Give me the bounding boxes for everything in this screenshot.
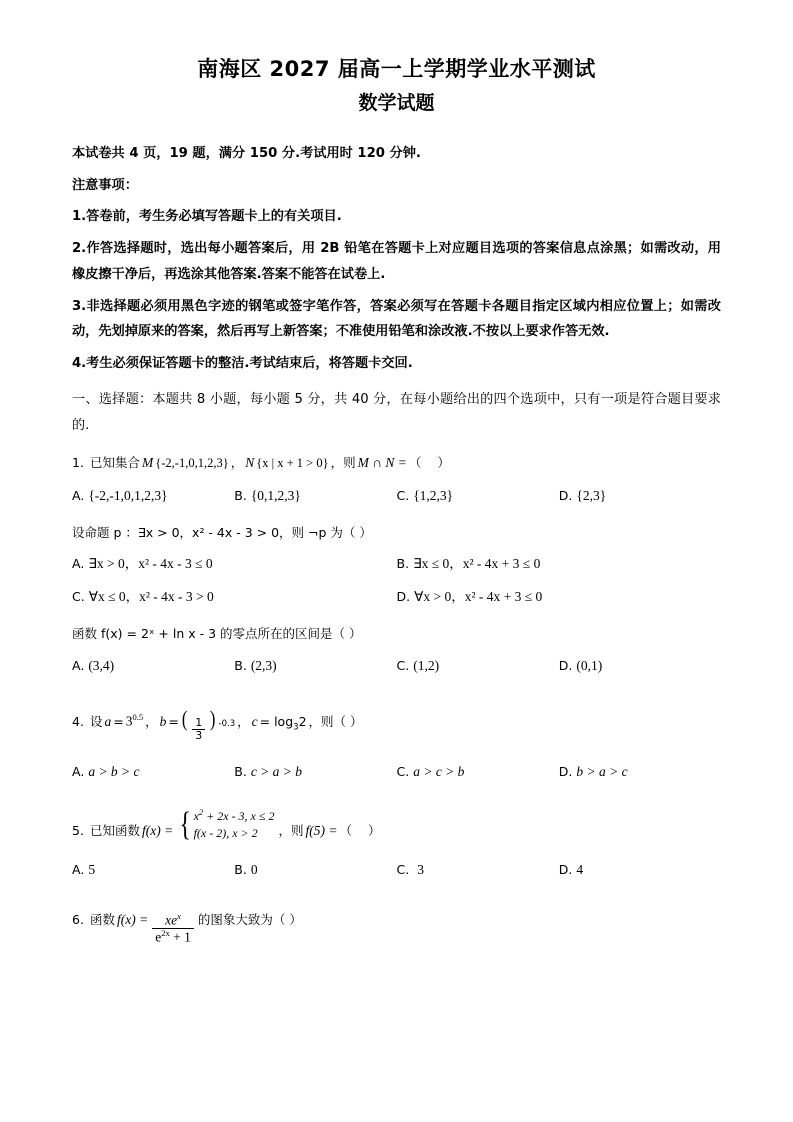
option-c-label: C. [72, 589, 85, 605]
fraction-denominator: 3 [195, 729, 203, 743]
option-c-label: C. [396, 763, 410, 779]
option-b-label: B. [234, 488, 247, 504]
notice-heading: 注意事项： [72, 177, 138, 193]
option-a-label: A. [72, 488, 85, 504]
question-4-open-paren: ( [181, 705, 188, 731]
option-b[interactable] [234, 859, 396, 882]
question-6-function: f(x) = [117, 912, 149, 928]
question-4-a: a [104, 713, 112, 729]
option-d[interactable] [397, 586, 722, 609]
option-d[interactable] [559, 485, 721, 508]
piecewise-row-1: $x^2 + 2x - 3$, x ≤ 2 [193, 806, 275, 823]
question-4-c: c [251, 713, 258, 729]
option-d-text: (0,1) [576, 657, 603, 673]
question-6 [72, 909, 721, 945]
question-1-set-M-name: M [142, 455, 154, 471]
option-d-text: ∀x > 0，x² - 4x + 3 ≤ 0 [414, 589, 543, 605]
notice-item-3: 3.非选择题必须用黑色字迹的钢笔或签字笔作答，答案必须写在答题卡各题目指定区域内相应位置上；如需改动，先划掉原来的答案，然后再写上新答案；不准使用铅笔和涂改液.不按以上要求作答无效. [72, 298, 721, 340]
question-4-close-paren: ) [210, 705, 216, 731]
question-1-text: 已知集合 [90, 455, 141, 471]
question-2 [72, 522, 721, 609]
option-c-label: C. [396, 657, 410, 673]
option-d-label: D. [558, 763, 573, 779]
question-1-answer-blank: （ ） [408, 455, 456, 471]
question-4-options [72, 761, 721, 784]
question-1-expression: M ∩ N = [357, 455, 407, 471]
question-4-b: b [159, 713, 167, 729]
question-1-comma: ， [230, 455, 244, 471]
option-b-label: B. [234, 657, 247, 673]
exam-intro: 本试卷共 4 页，19 题，满分 150 分.考试用时 120 分钟. [72, 145, 421, 161]
option-d-text: {2,3} [576, 488, 607, 504]
option-a-label: A. [72, 861, 85, 877]
option-b-text: c > a > b [250, 763, 303, 779]
question-5-answer-blank: （ ） [339, 822, 387, 838]
option-a-label: A. [72, 763, 85, 779]
option-c-label: C. [396, 488, 410, 504]
question-5 [72, 806, 721, 882]
question-4-eq2: = [168, 713, 179, 729]
option-d[interactable] [559, 859, 721, 882]
notice-item-4: 4.考生必须保证答题卡的整洁.考试结束后，将答题卡交回. [72, 356, 413, 372]
option-a-label: A. [72, 657, 85, 673]
option-b[interactable] [234, 485, 396, 508]
question-1-then: ，则 [330, 455, 356, 471]
question-2-options-row-2 [72, 586, 721, 609]
option-c-text: 3 [417, 861, 424, 877]
question-5-options [72, 859, 721, 882]
question-4-sep2: ， [237, 713, 250, 729]
fraction-numerator: $xe^x$ [152, 912, 194, 929]
question-1-set-M-value: {-2,-1,0,1,2,3} [155, 456, 229, 471]
option-c[interactable] [72, 586, 397, 609]
option-b-label: B. [234, 763, 247, 779]
option-a-text: {-2,-1,0,1,2,3} [88, 488, 168, 504]
question-6-lead: 函数 [90, 912, 116, 928]
option-b[interactable] [397, 553, 722, 576]
page-subtitle: 数学试题 [358, 92, 435, 115]
option-d-label: D. [558, 657, 573, 673]
option-b-text: {0,1,2,3} [250, 488, 301, 504]
question-4-then: ，则（ ） [308, 713, 363, 729]
question-3-stem [72, 623, 721, 644]
question-4-eq1: = [113, 713, 124, 729]
option-c-text: ∀x ≤ 0，x² - 4x - 3 > 0 [88, 589, 214, 605]
option-c-label: C. [396, 861, 410, 877]
question-5-piecewise [177, 806, 274, 843]
option-d[interactable] [559, 655, 721, 678]
notice-item-1: 1.答卷前，考生务必填写答题卡上的有关项目. [72, 209, 342, 225]
option-c[interactable] [397, 859, 559, 882]
fraction-numerator: 1 [192, 717, 205, 731]
option-d-label: D. [396, 589, 411, 605]
option-a-text: 5 [88, 861, 96, 877]
question-5-stem [72, 806, 721, 843]
option-b-text: ∃x ≤ 0，x² - 4x + 3 ≤ 0 [413, 556, 541, 572]
section-one-heading: 一、选择题：本题共 8 小题，每小题 5 分，共 40 分，在每小题给出的四个选项中，只有一项是符合题目要求的. [72, 391, 721, 433]
option-b-label: B. [234, 861, 247, 877]
question-5-number: 5. [72, 822, 84, 838]
question-1-stem [72, 452, 721, 475]
question-4-a-value: $3^{0.5}$ [125, 712, 144, 729]
option-c[interactable] [397, 655, 559, 678]
option-a[interactable] [72, 553, 397, 576]
question-4-lead: 设 [90, 713, 103, 729]
option-a-text: ∃x > 0，x² - 4x - 3 ≤ 0 [88, 556, 213, 572]
option-d-label: D. [558, 488, 573, 504]
question-6-fraction [152, 912, 194, 945]
piecewise-row-2: f(x - 2), x > 2 [193, 826, 258, 841]
option-a[interactable] [72, 485, 234, 508]
option-d-text: 4 [576, 861, 584, 877]
option-c[interactable] [397, 761, 559, 784]
option-a[interactable] [72, 859, 234, 882]
notice-item-2: 2.作答选择题时，选出每小题答案后，用 2B 铅笔在答题卡上对应题目选项的答案信息点涂黑；如需改动，用橡皮擦干净后，再选涂其他答案.答案不能答在试卷上. [72, 241, 721, 282]
question-6-tail: 的图象大致为（ ） [197, 912, 302, 928]
option-b-text: (2,3) [250, 657, 277, 673]
question-4-eq3: = $\log_32$ [259, 713, 307, 733]
question-4-number: 4. [72, 713, 84, 729]
question-2-text: 设命题 p ：∃x > 0，x² - 4x - 3 > 0，则 ¬p 为（ ） [72, 525, 372, 541]
question-2-stem [72, 522, 721, 543]
option-b-label: B. [396, 556, 410, 572]
question-4-sep1: ， [145, 713, 158, 729]
option-d[interactable] [559, 761, 721, 784]
option-a[interactable] [72, 761, 234, 784]
option-b[interactable] [234, 761, 396, 784]
question-1-set-N-name: N [245, 455, 255, 471]
question-6-number: 6. [72, 912, 84, 928]
page-title: 南海区 2027 届高一上学期学业水平测试 [197, 57, 596, 81]
question-1-set-N-value: {x | x + 1 > 0} [256, 456, 329, 471]
piecewise-rows [194, 806, 275, 843]
question-5-then: ，则 [278, 822, 304, 838]
option-d-label: D. [558, 861, 573, 877]
question-4-stem [72, 700, 721, 743]
option-c-text: {1,2,3} [413, 488, 454, 504]
option-c-text: a > c > b [413, 763, 465, 779]
question-3-options [72, 655, 721, 678]
option-a-text: (3,4) [88, 657, 115, 673]
option-d-text: b > a > c [576, 763, 628, 779]
question-3 [72, 623, 721, 677]
option-b-text: 0 [250, 861, 258, 877]
question-4 [72, 700, 721, 784]
question-6-stem [72, 909, 721, 945]
question-5-lead: 已知函数 [90, 822, 141, 838]
question-5-expression: f(5) = [305, 822, 338, 838]
question-4-fraction [192, 717, 205, 743]
question-2-options-row-1 [72, 553, 721, 576]
question-1-options [72, 485, 721, 508]
option-a[interactable] [72, 655, 234, 678]
option-a-text: a > b > c [88, 763, 140, 779]
fraction-denominator: $e^{2x} + 1$ [155, 927, 191, 945]
question-5-function: f(x) = [142, 822, 174, 838]
question-1-number: 1. [72, 455, 84, 471]
question-4-b-exponent: -0.3 [218, 718, 236, 729]
option-a-label: A. [72, 556, 85, 572]
option-c[interactable] [397, 485, 559, 508]
question-3-text: 函数 f(x) = 2ˣ + ln x - 3 的零点所在的区间是（ ） [72, 626, 362, 642]
option-c-text: (1,2) [413, 657, 440, 673]
question-1 [72, 452, 721, 508]
left-brace: { [179, 805, 192, 843]
option-b[interactable] [234, 655, 396, 678]
